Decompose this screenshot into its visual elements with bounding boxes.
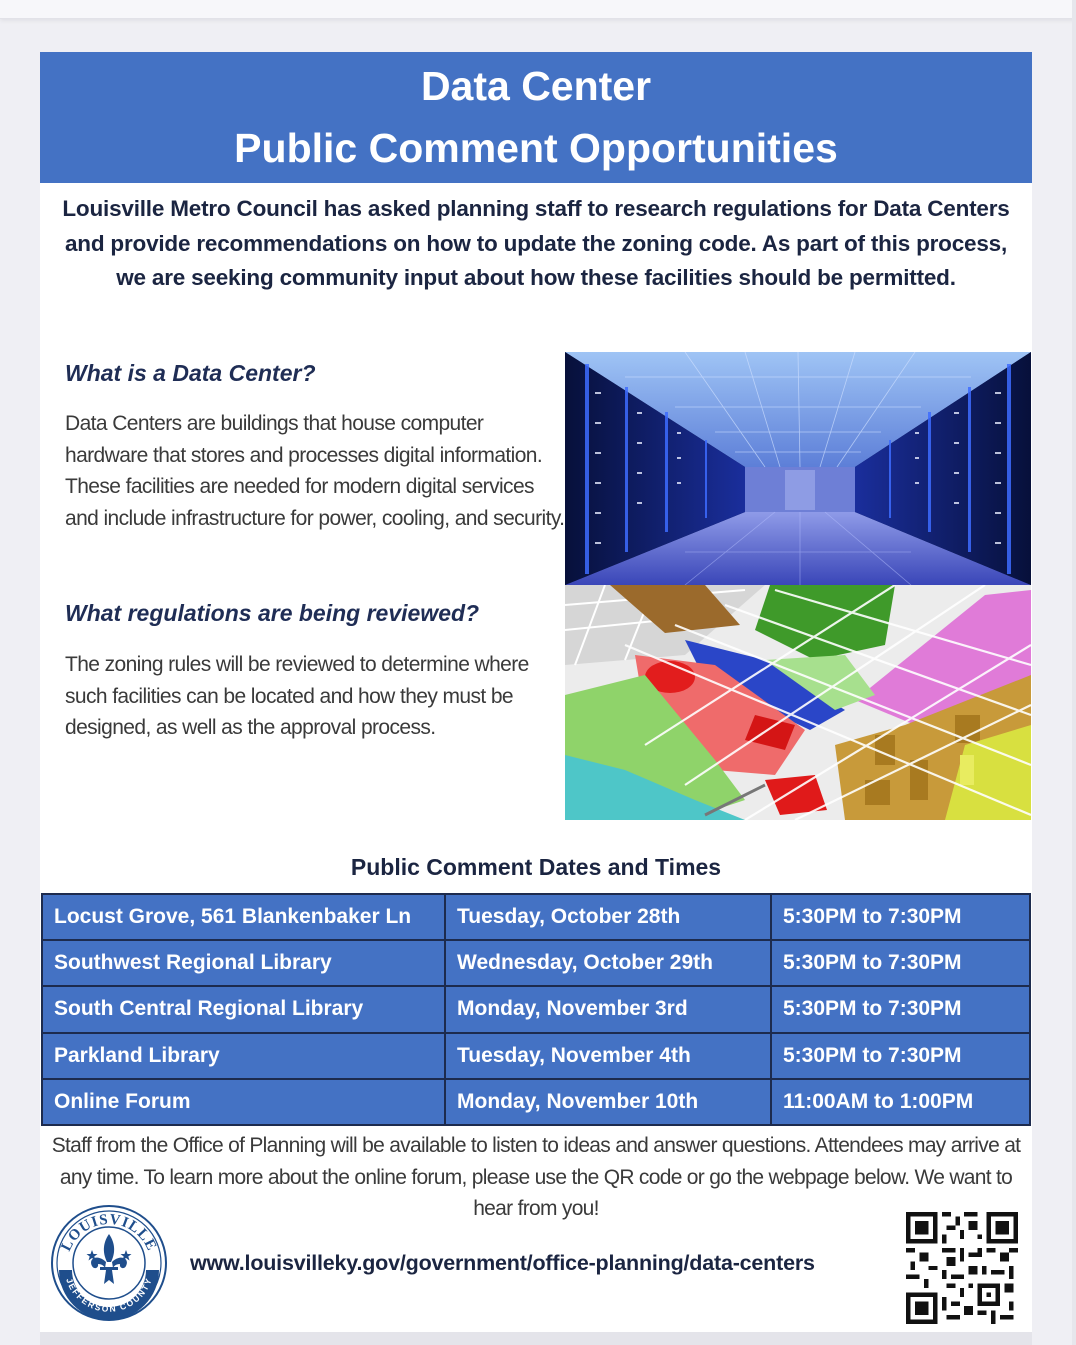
date-cell: Monday, November 10th <box>445 1079 771 1125</box>
intro-paragraph: Louisville Metro Council has asked planning staff to research regulations for Data Centers and provide recommendations on how to update the zoning code. As part of this process, we are seeking community input about how these facilities should be permitted. <box>62 196 1010 290</box>
section-heading-regulations: What regulations are being reviewed? <box>65 600 480 626</box>
date-cell: Wednesday, October 29th <box>445 940 771 986</box>
table-row <box>42 1079 1030 1125</box>
server-room-image <box>565 352 1031 585</box>
location-cell: Locust Grove, 561 Blankenbaker Ln <box>42 894 445 940</box>
svg-text:JEFFERSON COUNTY: JEFFERSON COUNTY <box>64 1276 154 1314</box>
schedule-title: Public Comment Dates and Times <box>350 854 722 880</box>
time-cell: 5:30PM to 7:30PM <box>771 940 1030 986</box>
webpage-link[interactable]: www.louisvilleky.gov/government/office-planning/data-centers <box>190 1251 815 1275</box>
time-cell: 5:30PM to 7:30PM <box>771 986 1030 1032</box>
table-row <box>42 986 1030 1032</box>
date-cell: Tuesday, October 28th <box>445 894 771 940</box>
louisville-seal-logo <box>50 1204 168 1322</box>
flyer <box>40 52 1032 1332</box>
table-row <box>42 940 1030 986</box>
footer-paragraph: Staff from the Office of Planning will be available to listen to ideas and answer questions. Attendees may arrive at any time. To learn more about the online forum, please use the QR code or go the webpage below. We want to hear from you! <box>51 1134 1021 1220</box>
date-cell: Tuesday, November 4th <box>445 1033 771 1079</box>
title-line-1: Data Center <box>420 63 652 109</box>
title-line-2: Public Comment Opportunities <box>234 125 838 171</box>
location-cell: Southwest Regional Library <box>42 940 445 986</box>
time-cell: 5:30PM to 7:30PM <box>771 894 1030 940</box>
date-cell: Monday, November 3rd <box>445 986 771 1032</box>
title-banner <box>40 52 1032 183</box>
qr-code-icon[interactable] <box>906 1212 1018 1324</box>
location-cell: Online Forum <box>42 1079 445 1125</box>
section-body-what-is: Data Centers are buildings that house computer hardware that stores and processes digital information. These facilities are needed for modern digital services and include infrastructure for power, cooling, and security. <box>65 412 565 530</box>
time-cell: 5:30PM to 7:30PM <box>771 1033 1030 1079</box>
schedule-table <box>41 893 1031 1126</box>
time-cell: 11:00AM to 1:00PM <box>771 1079 1030 1125</box>
scrollbar-track[interactable] <box>1072 0 1076 1345</box>
svg-text:LOUISVILLE: LOUISVILLE <box>58 1211 160 1254</box>
card-bottom-edge <box>40 1332 1032 1345</box>
table-row <box>42 1033 1030 1079</box>
section-heading-what-is: What is a Data Center? <box>65 360 316 386</box>
location-cell: South Central Regional Library <box>42 986 445 1032</box>
table-row <box>42 894 1030 940</box>
location-cell: Parkland Library <box>42 1033 445 1079</box>
section-body-regulations: The zoning rules will be reviewed to determine where such facilities can be located and how they must be designed, as well as the approval process. <box>65 653 529 739</box>
app-top-bar <box>0 0 1076 19</box>
zoning-map-image <box>565 585 1031 820</box>
